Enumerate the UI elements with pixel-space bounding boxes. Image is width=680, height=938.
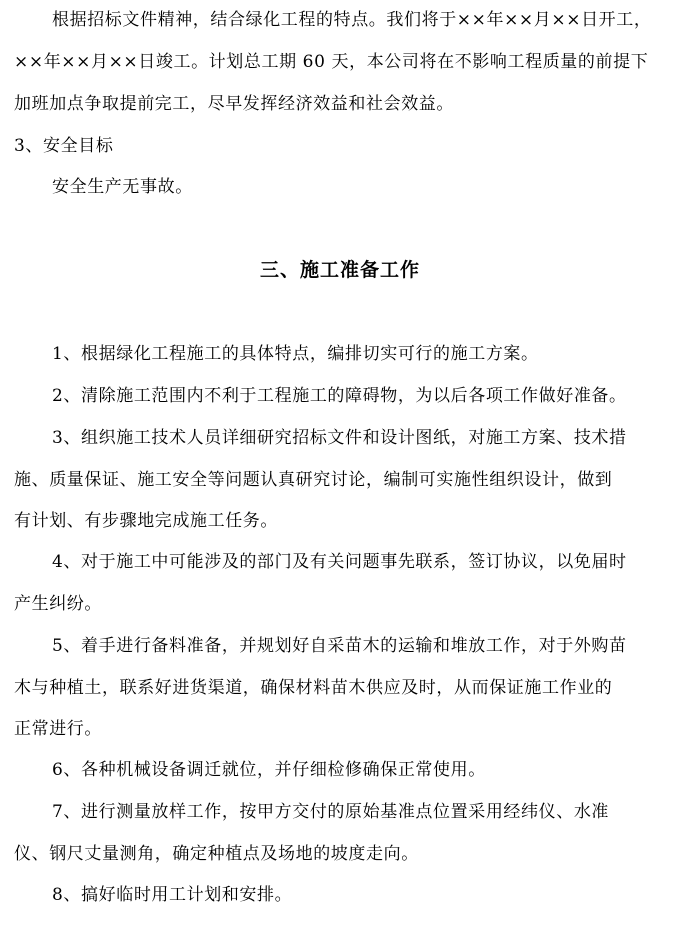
item-2-line-1: 2、清除施工范围内不利于工程施工的障碍物，为以后各项工作做好准备。	[52, 386, 627, 406]
item-1-line-1: 1、根据绿化工程施工的具体特点，编排切实可行的施工方案。	[52, 344, 539, 364]
intro-line-3: 加班加点争取提前完工，尽早发挥经济效益和社会效益。	[14, 94, 454, 114]
item-5-line-2: 木与种植土，联系好进货渠道，确保材料苗木供应及时，从而保证施工作业的	[14, 678, 613, 698]
intro-line-2: ××年××月××日竣工。计划总工期 60 天，本公司将在不影响工程质量的前提下	[14, 52, 649, 72]
item-5-line-1: 5、着手进行备料准备，并规划好自采苗木的运输和堆放工作，对于外购苗	[52, 636, 627, 656]
intro-line-1: 根据招标文件精神，结合绿化工程的特点。我们将于××年××月××日开工，	[52, 10, 652, 30]
item-7-line-2: 仪、钢尺丈量测角，确定种植点及场地的坡度走向。	[14, 844, 419, 864]
item-3-line-2: 施、质量保证、施工安全等问题认真研究讨论，编制可实施性组织设计，做到	[14, 470, 613, 490]
safety-goal-title: 3、安全目标	[14, 136, 114, 156]
item-4-line-2: 产生纠纷。	[14, 594, 102, 614]
item-3-line-1: 3、组织施工技术人员详细研究招标文件和设计图纸，对施工方案、技术措	[52, 428, 627, 448]
item-5-line-3: 正常进行。	[14, 719, 102, 739]
item-7-line-1: 7、进行测量放样工作，按甲方交付的原始基准点位置采用经纬仪、水准	[52, 802, 610, 822]
item-6-line-1: 6、各种机械设备调迁就位，并仔细检修确保正常使用。	[52, 760, 486, 780]
item-4-line-1: 4、对于施工中可能涉及的部门及有关问题事先联系，签订协议，以免届时	[52, 552, 627, 572]
safety-goal-text: 安全生产无事故。	[52, 177, 193, 197]
section-heading: 三、施工准备工作	[259, 259, 420, 281]
item-3-line-3: 有计划、有步骤地完成施工任务。	[14, 511, 278, 531]
item-8-line-1: 8、搞好临时用工计划和安排。	[52, 885, 293, 905]
